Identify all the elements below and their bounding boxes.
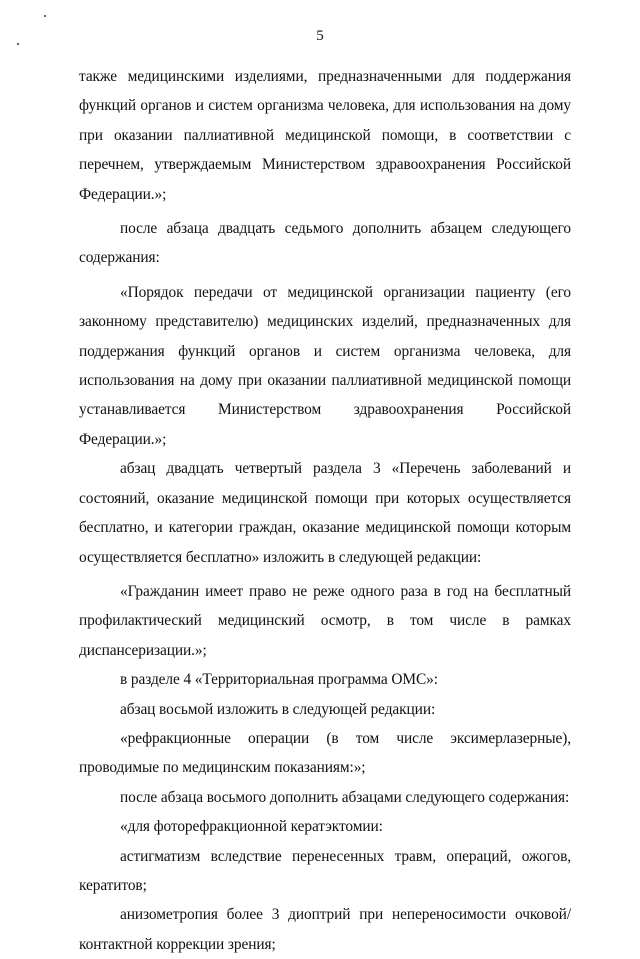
paragraph: также медицинскими изделиями, предназначенными для поддержания функций органов и систем организма человека, для использования на дому при оказании паллиативной медицинской помощи, в соответствии с перечнем, утверждаемым Министерством здравоохранения Российской Федерации.»; [79, 68, 571, 203]
paragraph: анизометропия более 3 диоптрий при непереносимости очковой/контактной коррекции зрения; [79, 906, 571, 953]
paragraph: «для фоторефракционной кератэктомии: [120, 818, 383, 836]
paragraph: абзац двадцать четвертый раздела 3 «Перечень заболеваний и состояний, оказание медицинской помощи при которых осуществляется бесплатно, и категории граждан, оказание медицинской помощи которым осуществляется бесплатно» изложить в следующей редакции: [79, 460, 571, 566]
paragraph: после абзаца восьмого дополнить абзацами следующего содержания: [120, 788, 570, 806]
document-body [79, 62, 571, 959]
page-number: 5 [316, 28, 324, 44]
paragraph: абзац восьмой изложить в следующей редакции: [120, 700, 436, 718]
paragraph: «рефракционные операции (в том числе эксимерлазерные), проводимые по медицинским показаниям:»; [79, 729, 571, 777]
scan-speck [44, 15, 46, 17]
paragraph: после абзаца двадцать седьмого дополнить абзацем следующего содержания: [79, 220, 571, 267]
paragraph: «Порядок передачи от медицинской организации пациенту (его законному представителю) медицинских изделий, предназначенных для поддержания функций органов и систем организма человека, для использования на дому при оказании паллиативной медицинской помощи устанавливается Министерством здравоохранения Российской Федерации.»; [79, 283, 571, 448]
paragraph: «Гражданин имеет право не реже одного раза в год на бесплатный профилактический медицинский осмотр, в том числе в рамках диспансеризации.»; [79, 582, 571, 659]
paragraph: в разделе 4 «Территориальная программа ОМС»: [120, 671, 438, 689]
paragraph: астигматизм вследствие перенесенных травм, операций, ожогов, кератитов; [79, 847, 571, 894]
